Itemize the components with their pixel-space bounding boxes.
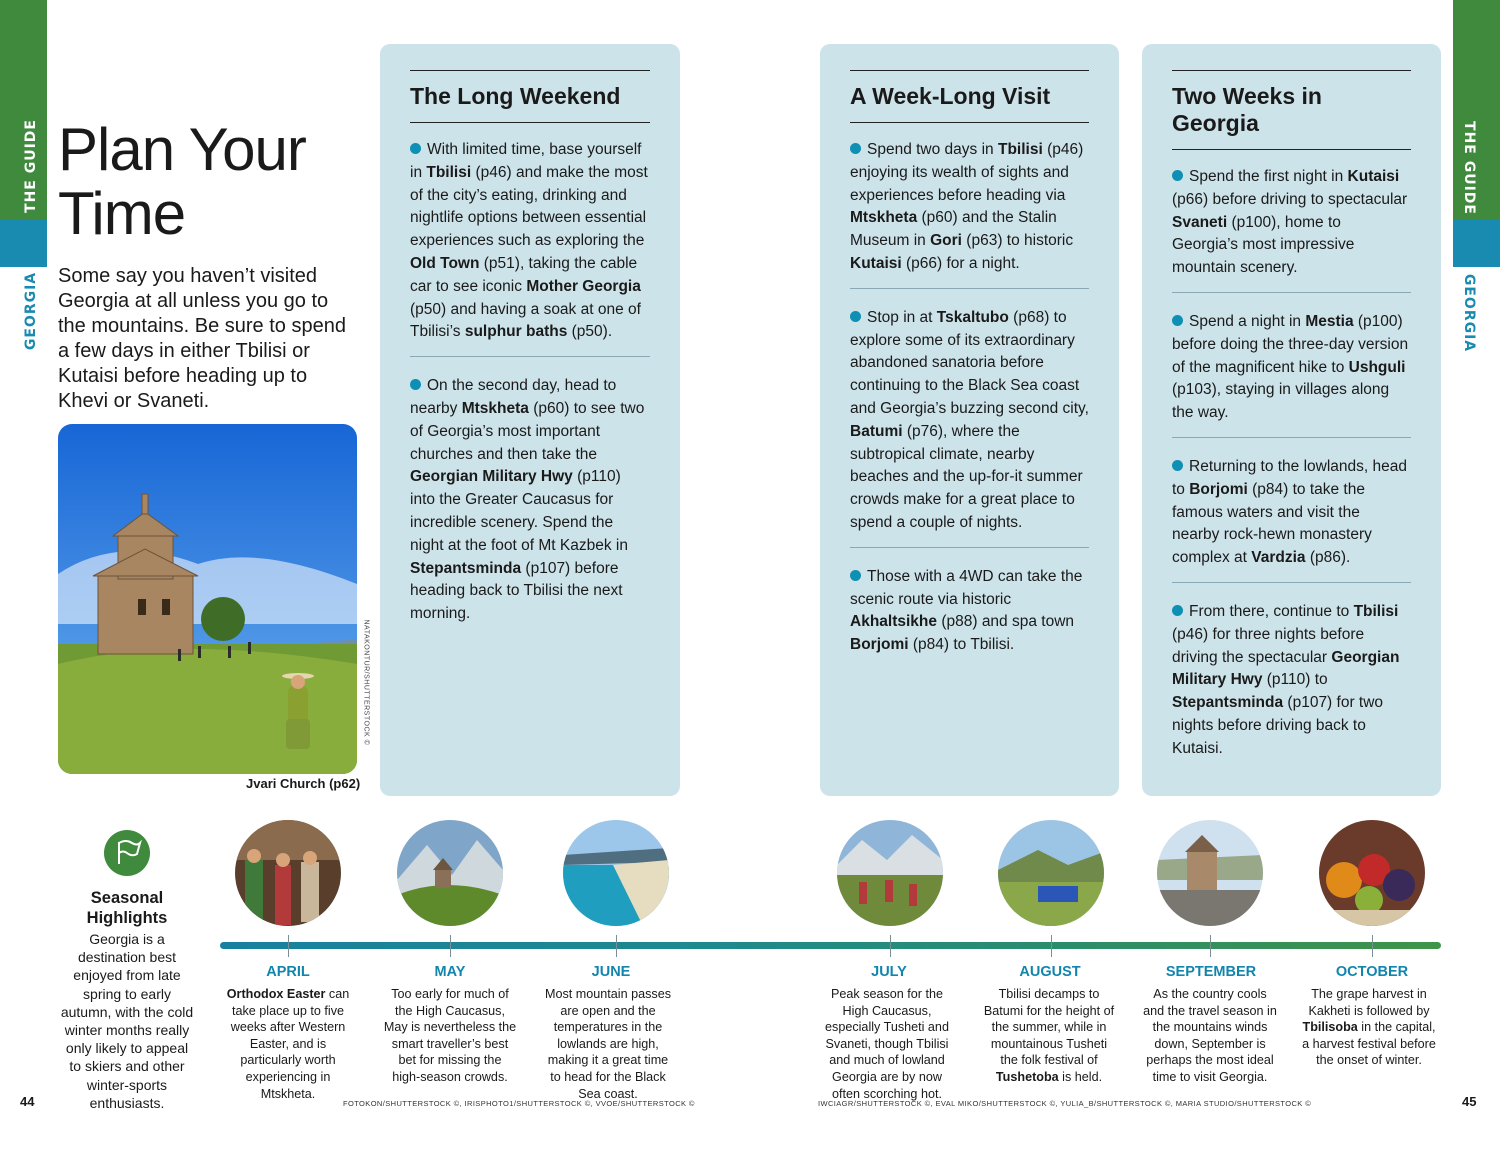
month-september: SEPTEMBER: [1165, 964, 1257, 980]
bold-text: Stepantsminda: [410, 559, 522, 577]
divider: [850, 547, 1089, 548]
month-august: AUGUST: [1019, 964, 1081, 980]
itinerary-paragraph: [1172, 456, 1411, 570]
right-region-tab: [1453, 220, 1500, 267]
photo-caption: Jvari Church (p62): [246, 776, 361, 791]
text-run: (p46) for three nights before driving the spectacular: [1172, 625, 1365, 666]
text-run: (p68) to explore some of its extraordinary abandoned sanatoria before continuing to the Black Sea coast and Georgia’s buzzing second city,: [850, 308, 1089, 417]
divider: [1172, 292, 1411, 293]
seasonal-text: Georgia is a destination best enjoyed from late spring to early autumn, with the cold winter months really only likely to appeal to skiers and other winter-sports enthusiasts.: [60, 931, 194, 1111]
photo-credits-right: IWCIAGR/SHUTTERSTOCK ©, EVAL MIKO/SHUTTERSTOCK ©, YULIA_B/SHUTTERSTOCK ©, MARIA STUDIO/SHUTTERSTOCK ©: [818, 1099, 1312, 1108]
june-photo: [563, 820, 669, 926]
bold-text: Old Town: [410, 254, 480, 272]
seasonal-title-line-2: Highlights: [86, 909, 168, 927]
text-run: Spend a night in: [1189, 312, 1306, 330]
card-long-weekend: [380, 44, 680, 796]
timeline-tick: [1210, 935, 1211, 957]
september-photo: [1157, 820, 1263, 926]
text-run: (p103), staying in villages along the way.: [1172, 381, 1390, 422]
jvari-church-photo: [58, 424, 357, 774]
text-run: (p84) to Tbilisi.: [908, 636, 1015, 654]
bullet-dot-icon: [850, 311, 861, 322]
photo-credit: NATAKONTUR/SHUTTERSTOCK ©: [362, 619, 370, 746]
bold-text: Mother Georgia: [526, 277, 641, 295]
bold-text: Vardzia: [1251, 549, 1306, 567]
timeline-tick: [1051, 935, 1052, 957]
text-run: Spend the first night in: [1189, 168, 1348, 185]
month-text-august: [982, 986, 1116, 1086]
left-guide-label: THE GUIDE: [23, 119, 39, 213]
bullet-dot-icon: [1172, 460, 1183, 471]
page-title: [58, 118, 306, 246]
text-run: Most mountain passes are open and the temperatures in the lowlands are high, making it a great time to head for the Black Sea coast.: [545, 987, 671, 1101]
bold-text: Orthodox Easter: [226, 987, 326, 1001]
page-number-left: 44: [20, 1094, 35, 1109]
photo-credits-left: FOTOKON/SHUTTERSTOCK ©, IRISPHOTO1/SHUTTERSTOCK ©, VVOE/SHUTTERSTOCK ©: [343, 1099, 695, 1108]
month-text-september: [1143, 986, 1277, 1086]
text-run: (p50).: [567, 323, 613, 341]
card-title: A Week-Long Visit: [850, 83, 1051, 109]
text-run: Returning to the lowlands, head to: [1172, 457, 1408, 498]
text-run: (p50) and having a soak at one of Tbilisi’s: [410, 300, 641, 341]
left-region-tab: [0, 220, 47, 267]
text-run: Too early for much of the High Caucasus, May is nevertheless the smart traveller’s best bet for missing the high-season crowds.: [383, 987, 517, 1084]
text-run: (p86).: [1305, 549, 1351, 567]
bold-text: Tushetoba: [995, 1069, 1059, 1084]
bold-text: Georgian Military Hwy: [410, 468, 573, 486]
page-number-right: 45: [1462, 1094, 1477, 1109]
right-region-label: GEORGIA: [1461, 273, 1477, 353]
intro-text: Some say you haven’t visited Georgia at all unless you go to the mountains. Be sure to spend a few days in either Tbilisi or Kutaisi before heading up to Khevi or Svaneti.: [58, 265, 346, 412]
bold-text: Borjomi: [850, 636, 909, 654]
month-text-may: [383, 986, 517, 1086]
bold-text: Mtskheta: [850, 209, 918, 227]
text-run: (p88) and spa town: [937, 613, 1075, 631]
card-title: The Long Weekend: [410, 83, 621, 109]
timeline-tick: [450, 935, 451, 957]
august-photo: [998, 820, 1104, 926]
itinerary-paragraph: [850, 139, 1089, 276]
bullet-dot-icon: [1172, 315, 1183, 326]
bold-text: Tbilisoba: [1302, 1020, 1358, 1035]
july-photo: [837, 820, 943, 926]
text-run: (p76), where the subtropical climate, nearby beaches and the up-for-it summer crowds make for a great place to spend a couple of nights.: [850, 422, 1083, 531]
bullet-dot-icon: [850, 143, 861, 154]
bullet-dot-icon: [1172, 170, 1183, 181]
divider: [1172, 582, 1411, 583]
timeline-tick: [616, 935, 617, 957]
divider: [410, 356, 650, 357]
text-run: From there, continue to: [1189, 602, 1354, 620]
bullet-dot-icon: [1172, 605, 1183, 616]
bold-text: sulphur baths: [464, 323, 568, 341]
text-run: Tbilisi decamps to Batumi for the height of the summer, while in mountainous Tusheti the folk festival of: [983, 987, 1115, 1068]
bullet-dot-icon: [410, 143, 421, 154]
october-photo: [1319, 820, 1425, 926]
bold-text: Stepantsminda: [1172, 694, 1284, 712]
itinerary-paragraph: [850, 566, 1089, 657]
text-run: (p51), taking the cable car to see iconic: [410, 254, 638, 295]
text-run: On the second day, head to nearby: [410, 377, 617, 417]
itinerary-paragraph: [850, 307, 1089, 535]
month-text-april: [221, 986, 355, 1102]
itinerary-paragraph: [410, 375, 650, 626]
bold-text: Mtskheta: [461, 399, 529, 417]
bold-text: Akhaltsikhe: [850, 613, 938, 631]
itinerary-paragraph: [1172, 601, 1411, 761]
bold-text: Tskaltubo: [936, 308, 1009, 326]
bold-text: Tbilisi: [1353, 602, 1399, 620]
month-july: JULY: [871, 964, 907, 980]
text-run: is held.: [1058, 1069, 1103, 1084]
month-october: OCTOBER: [1335, 964, 1409, 980]
text-run: (p60) to see two of Georgia’s most important churches and then take the: [410, 399, 645, 463]
text-run: can take place up to five weeks after Western Easter, and is particularly worth experiencing in Mtskheta.: [230, 987, 350, 1101]
text-run: The grape harvest in Kakheti is followed by: [1308, 987, 1430, 1018]
left-region-label: GEORGIA: [23, 271, 39, 351]
text-run: (p100) before doing the three-day version of the magnificent hike to: [1172, 312, 1409, 376]
itinerary-paragraph: [410, 139, 650, 344]
text-run: With limited time, base yourself in: [410, 141, 642, 181]
text-run: As the country cools and the travel season in the mountains winds down, September is perhaps the most ideal time to visit Georgia.: [1143, 987, 1277, 1084]
text-run: Spend two days in: [867, 141, 998, 158]
bold-text: Mestia: [1305, 312, 1354, 330]
seasonal-title-line-1: Seasonal: [90, 889, 164, 907]
april-photo: [235, 820, 341, 926]
divider: [1172, 437, 1411, 438]
text-run: Those with a 4WD can take the scenic route via historic: [850, 567, 1083, 608]
text-run: (p66) before driving to spectacular: [1172, 190, 1408, 208]
bullet-dot-icon: [410, 379, 421, 390]
card-week-long: [820, 44, 1119, 796]
text-run: (p63) to historic: [962, 232, 1074, 250]
month-text-june: [541, 986, 675, 1102]
bold-text: Georgian Military Hwy: [1172, 648, 1400, 689]
right-guide-label: THE GUIDE: [1461, 121, 1477, 215]
text-run: (p66) for a night.: [901, 254, 1020, 272]
text-run: (p60) and the Stalin Museum in: [850, 209, 1057, 250]
month-text-october: [1302, 986, 1436, 1069]
bold-text: Gori: [930, 232, 962, 250]
month-april: APRIL: [266, 964, 310, 980]
text-run: (p110) to: [1262, 671, 1328, 689]
text-run: (p107) before heading back to Tbilisi the next morning.: [410, 559, 623, 623]
timeline-tick: [890, 935, 891, 957]
card-title: Two Weeks in Georgia: [1172, 83, 1322, 136]
text-run: (p100), home to Georgia’s most impressive mountain scenery.: [1172, 213, 1355, 277]
seasonal-title: [60, 888, 194, 928]
bold-text: Batumi: [850, 422, 903, 440]
bold-text: Ushguli: [1348, 358, 1406, 376]
month-text-july: [820, 986, 954, 1102]
month-june: JUNE: [591, 964, 631, 980]
text-run: Peak season for the High Caucasus, especially Tusheti and Svaneti, though Tbilisi and much of lowland Georgia are by now often scorching hot.: [825, 987, 949, 1101]
text-run: (p107) for two nights before driving back to Kutaisi.: [1172, 694, 1384, 757]
bold-text: Tbilisi: [426, 163, 472, 181]
text-run: (p84) to take the famous waters and visit the nearby rock-hewn monastery complex at: [1172, 480, 1372, 567]
title-line-2: Time: [58, 180, 186, 247]
flag-icon: [104, 830, 150, 876]
text-run: Stop in at: [867, 308, 937, 326]
text-run: (p110) into the Greater Caucasus for incredible scenery. Spend the night at the foot of Mt Kazbek in: [410, 468, 628, 554]
bold-text: Svaneti: [1172, 213, 1228, 231]
text-run: (p46) and make the most of the city’s eating, drinking and nightlife options between essential experiences such as exploring the: [410, 163, 648, 250]
bold-text: Kutaisi: [850, 254, 902, 272]
bold-text: Tbilisi: [997, 141, 1043, 158]
timeline-tick: [288, 935, 289, 957]
divider: [850, 288, 1089, 289]
itinerary-paragraph: [1172, 166, 1411, 280]
bullet-dot-icon: [850, 570, 861, 581]
title-line-1: Plan Your: [58, 116, 306, 183]
card-two-weeks: [1142, 44, 1441, 796]
timeline-bar: [220, 942, 1441, 949]
bold-text: Borjomi: [1189, 480, 1248, 498]
text-run: (p46) enjoying its wealth of sights and experiences before heading via: [850, 141, 1084, 204]
may-photo: [397, 820, 503, 926]
itinerary-paragraph: [1172, 311, 1411, 425]
timeline-tick: [1372, 935, 1373, 957]
month-may: MAY: [434, 964, 466, 980]
text-run: in the capital, a harvest festival before the onset of winter.: [1302, 1020, 1436, 1068]
bold-text: Kutaisi: [1347, 168, 1400, 185]
